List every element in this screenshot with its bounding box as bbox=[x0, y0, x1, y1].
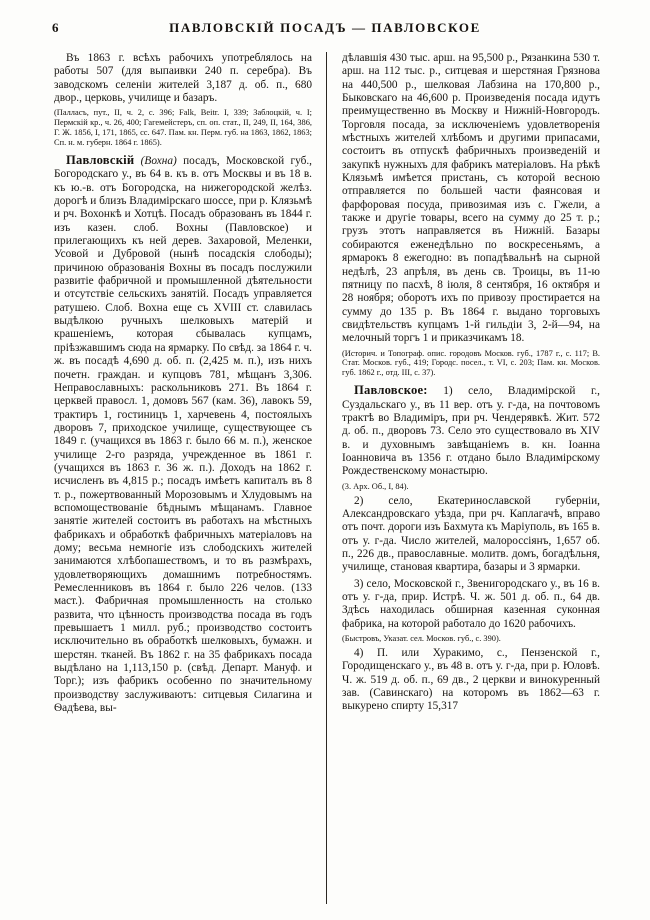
left-column bbox=[54, 52, 312, 904]
source-citation-item-1: (3. Арх. Об., I, 84). bbox=[342, 481, 409, 491]
entry-headword-pavlovskoe: Павловское: bbox=[354, 383, 428, 398]
column-divider bbox=[326, 52, 327, 904]
text-body bbox=[54, 52, 600, 904]
entry-item-4: 4) П. или Хуракимо, с., Пензенской г., Городищенскаго у., въ 48 в. отъ у. г-да, при р. Юловѣ. Ч. ж. 519 д. об. п., 69 дв., 2 церкви и винокуренный зав. (Савинскаго) на которомъ въ 1862—63 г. выкурено спирту 15,317 bbox=[342, 646, 600, 713]
page-header bbox=[0, 20, 650, 42]
running-title: ПАВЛОВСКІЙ ПОСАДЪ — ПАВЛОВСКОЕ bbox=[169, 20, 481, 35]
source-citation-right: (Историч. и Топограф. опис. городовъ Москов. губ., 1787 г., с. 117; В. Стат. Москов. губ., 419; Городс. посел., т. VI, с. 203; Пам. кн. Москов. губ. 1862 г., отд. III, с. 37). bbox=[342, 348, 600, 378]
entry-alt-name: (Вохна) bbox=[140, 155, 177, 167]
dictionary-entry-pavlovskoe bbox=[342, 384, 600, 478]
entry-item-3: 3) село, Московской г., Звенигородскаго у., въ 16 в. отъ у. г-да, прир. Истрѣ. Ч. ж. 501 д. об. п., 64 дв. Здѣсь находилась обширная казенная суконная фабрика, на которой работало до 1620 рабочихъ. bbox=[342, 577, 600, 630]
right-column bbox=[342, 52, 600, 904]
source-citation-item-3: (Быстровъ, Указат. сел. Москов. губ., с. 390). bbox=[342, 634, 501, 644]
paragraph-continuation: Въ 1863 г. всѣхъ рабочихъ употреблялось на работы 507 (для выпаивки 240 п. серебра). Въ заводскомъ селеніи жителей 3,187 д. об. п., 680 двор., церковь, училище и базаръ. bbox=[54, 52, 312, 105]
dictionary-entry-pavlovskiy-posad bbox=[54, 154, 312, 715]
entry-item-2: 2) село, Екатеринославской губерніи, Александровскаго уѣзда, при рч. Каплагачѣ, вправо отъ почт. дороги изъ Бахмута къ Маріуполь, въ 165 в. отъ у. г-да. Число жителей, малороссіянъ, 1,657 об. п., 226 дв., православные. молитв. домъ, богадѣльня, училище, становая квартира, базары и 3 ярмарки. bbox=[342, 494, 600, 574]
paragraph-continuation-right: дѣлавшія 430 тыс. арш. на 95,500 р., Рязанкина 530 т. арш. на 112 тыс. р., ситцевая и шерстяная Грязнова на 440,500 р., шелковая Лабзина на 170,800 р., Быковскаго на 46,600 р. Произведенія посада идутъ преимущественно въ Москву и Нижній-Новгородъ. Торговля посада, за исключеніемъ удовлетворенія мѣстныхъ жителей хлѣбомъ и другими припасами, состоитъ въ отпускѣ фабричныхъ произведеній и закупкѣ нужныхъ для фабрикъ матеріаловъ. На рѣкѣ Клязьмѣ имѣется пристань, съ которой весною отправляется по большей части фаянсовая и фарфоровая посуда, привозимая изъ с. Гжели, а также и другіе товары, всего на сумму до 25 т. р.; грузъ этотъ направляется въ Нижній. Базары собираются еженедѣльно по воскресеньямъ, а ярмарокъ 8 ежегодно: въ попадѣвальнѣ на сырной недѣлѣ, 23 апрѣля, въ день св. Троицы, въ 11-ю пятницу по пасхѣ, 8 іюля, 8 сентября, 16 октября и 28 ноября; оборотъ ихъ по привозу простирается на сумму до 135 р. Въ 1864 г. выдано торговыхъ свидѣтельствъ купцамъ 1-й гильдіи 3, 2-й—94, на мелочный торгъ 1 и приказчикамъ 18. bbox=[342, 52, 600, 345]
folio-number: 6 bbox=[52, 20, 59, 35]
entry-item-1: 1) село, Владимірской г., Суздальскаго у., въ 11 вер. отъ у. г-да, на почтовомъ трактѣ во Владиміръ, при рч. Чендерявкѣ. Жит. 572 д. об. п., дворовъ 73. Село это существовало въ XIV в. и духовнымъ завѣщаніемъ в. кн. Іоанна Іоанновича въ 1356 г. отдано было Владимірскому Рождественскому монастырю. bbox=[342, 385, 600, 478]
entry-body-text: посадъ, Московской губ., Богородскаго у., въ 64 в. къ в. отъ Москвы и въ 18 в. къ ю.-в. отъ Богородска, на нижегородской желѣз. дорогѣ и близъ Владимірскаго шоссе, при р. Клязьмѣ и рч. Вохонкѣ и Хотцѣ. Посадъ образованъ въ 1844 г. изъ казен. слоб. Вохны (Павловское) и прилегающихъ къ ней дерев. Захаровой, Меленки, Усовой и Дубровой (нынѣ посадскія слободы); причиною образованія Вохны въ посадъ послужили развитіе фабричной и промышленной дѣятельности и отсутствіе сельскихъ занятій. Посадъ управляется ратушею. Слоб. Вохна еще съ XVIII ст. славилась выдѣлкою ручныхъ шелковыхъ матерій и крашеніемъ, которая сбывалась купцамъ, пріѣзжавшимъ сюда на ярмарку. По свѣд. за 1864 г. ч. ж. въ посадѣ 4,690 д. об. п. (2,425 м. п.), изъ нихъ почетн. граждан. и купцовъ 781, мѣщанъ 3,306. Неправославныхъ: раскольниковъ 271. Въ 1864 г. церквей правосл. 1, домовъ 567 (кам. 36), лавокъ 59, трактиръ 1, гостиницъ 1, харчевень 4, постоялыхъ дворовъ 7, приходское училище, существующее съ 1849 г. (учащихся въ 1863 г. было 66 м. п.), женское училище 2-го разряда, учрежденное въ 1861 г. (учащихся въ 1863 г. 36 ж. п.). Доходъ на 1862 г. исчисленъ въ 4,815 р.; посадъ имѣетъ капиталъ въ 8 т. р., пожертвованный Морозовымъ и Хлудовымъ на вспомоществованіе бѣднымъ мѣщанамъ. Главное занятіе жителей состоитъ въ работахъ на мѣстныхъ фабрикахъ и обработкѣ фабричныхъ матеріаловъ на дому; весьма немногіе изъ слободскихъ жителей занимаются хлѣбопашествомъ, и то въ размѣрахъ, удовлетворяющихъ домашнимъ потребностямъ. Ремесленниковъ въ 1864 г. было 226 челов. (133 маст.). Фабричная промышленность на столько развита, что цѣнность производства посада въ годъ превышаетъ 1 милл. руб.; производство состоитъ исключительно въ обработкѣ шелковыхъ, бумажн. и шерстян. тканей. Въ 1862 г. на 35 фабрикахъ посада выдѣлано на 1,113,150 р. (свѣд. Департ. Мануф. и Торг.); изъ фабрикъ особенно по значительному производству заслуживаютъ: ситцевыя Силагина и Ѳадѣева, вы- bbox=[54, 155, 313, 715]
source-citation: (Палласъ, пут., II, ч. 2, с. 396; Falk, Beitr. I, 339; Заблоцкій, ч. I; Пермскій кр., ч. 26, 400; Гагемейстеръ, сп. оп. стат., II, 249, II, 164, 386, Г. Ж. 1856, I, 171, 1865, сс. 647. Пам. кн. Перм. губ. на 1863, 1862, 1863; Сп. н. м. губерн. 1864 г. 1865). bbox=[54, 108, 312, 148]
entry-headword: Павловскій bbox=[66, 153, 135, 167]
